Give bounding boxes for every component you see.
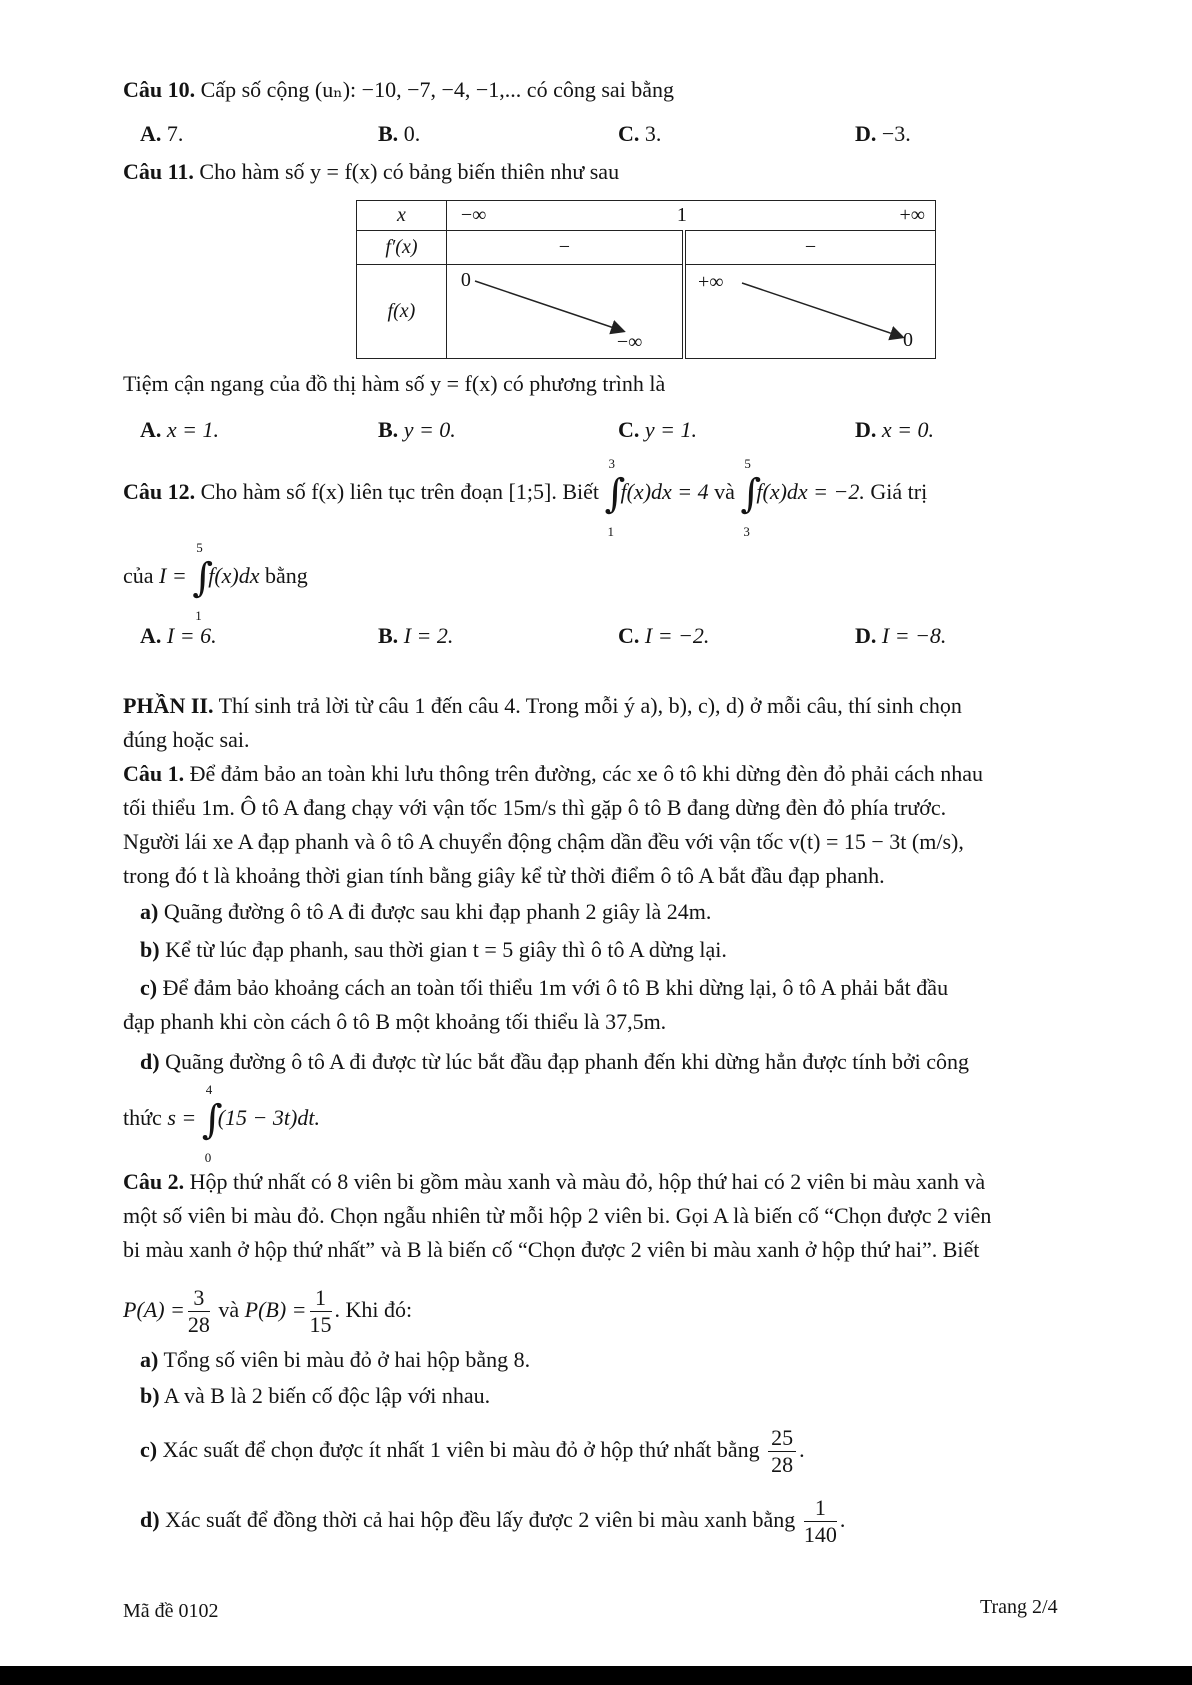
c1-stem-line1: Câu 1. Để đảm bảo an toàn khi lưu thông trên đường, các xe ô tô khi dừng đèn đỏ phải cách nhau xyxy=(123,761,983,786)
q12-option-a: A. I = 6. xyxy=(140,623,217,648)
part2-intro-line2: đúng hoặc sai. xyxy=(123,727,250,752)
c2d-fraction: $\frac{1}{140}$ xyxy=(803,1495,837,1548)
c1-stem-line4: trong đó t là khoảng thời gian tính bằng giây kể từ thời điểm ô tô A bắt đầu đạp phanh. xyxy=(123,863,885,888)
c1-item-c-line2: đạp phanh khi còn cách ô tô B một khoảng tối thiểu là 37,5m. xyxy=(123,1009,667,1034)
pa-fraction: $\frac{3}{28}$ xyxy=(187,1285,210,1338)
q11-option-d: D. x = 0. xyxy=(855,417,935,442)
q11-question: Tiệm cận ngang của đồ thị hàm số y = f(x) có phương trình là xyxy=(123,371,666,396)
vt-decrease-arrow-1 xyxy=(447,265,683,359)
c1-item-d-formula: thức s = ∫ 4 0 (15 − 3t)dt. xyxy=(123,1081,320,1165)
q12-integral-2: ∫ 5 3 xyxy=(740,455,762,539)
q10-option-a: A. 7. xyxy=(140,121,184,146)
c1-item-b: b) Kể từ lúc đạp phanh, sau thời gian t = 5 giây thì ô tô A dừng lại. xyxy=(140,937,727,962)
q12-stem: Câu 12. Cho hàm số f(x) liên tục trên đoạn [1;5]. Biết ∫ 3 1 f(x)dx = 4 và ∫ 5 3 f(x)dx = −2. Giá trị xyxy=(123,455,928,539)
q10-option-b: B. 0. xyxy=(378,121,421,146)
q10-option-d: D. −3. xyxy=(855,121,911,146)
c1-label: Câu 1. xyxy=(123,761,185,786)
vt-f-zero-left: 0 xyxy=(460,269,471,291)
pb-fraction: $\frac{1}{15}$ xyxy=(309,1285,332,1338)
q12-option-c: C. I = −2. xyxy=(618,623,710,648)
q10-text: Cấp số cộng (uₙ): −10, −7, −4, −1,... có công sai bằng xyxy=(200,77,675,102)
vt-x-pos-inf: +∞ xyxy=(899,204,925,226)
c1-integral: ∫ 4 0 xyxy=(201,1081,223,1165)
c2-item-a: a) Tổng số viên bi màu đỏ ở hai hộp bằng 8. xyxy=(140,1347,531,1372)
c1-stem-line3: Người lái xe A đạp phanh và ô tô A chuyển động chậm dần đều với vận tốc v(t) = 15 − 3t (m/s), xyxy=(123,829,964,854)
c1-item-a: a) Quãng đường ô tô A đi được sau khi đạp phanh 2 giây là 24m. xyxy=(140,899,712,924)
part2-intro: PHẦN II. Thí sinh trả lời từ câu 1 đến câu 4. Trong mỗi ý a), b), c), d) ở mỗi câu, thí sinh chọn xyxy=(123,693,962,718)
q12-option-d: D. I = −8. xyxy=(855,623,947,648)
q12-integral-3: ∫ 5 1 xyxy=(192,539,214,623)
c2c-fraction: $\frac{25}{28}$ xyxy=(768,1425,796,1478)
q10-label: Câu 10. xyxy=(123,77,196,102)
variation-table xyxy=(356,200,936,359)
vt-f-right xyxy=(684,265,936,359)
vt-x-label: x xyxy=(357,201,447,231)
q12-integral-1: ∫ 3 1 xyxy=(604,455,626,539)
c1-item-d: d) Quãng đường ô tô A đi được từ lúc bắt đầu đạp phanh đến khi dừng hẳn được tính bởi công xyxy=(140,1049,969,1074)
vt-fprime-label: f′(x) xyxy=(357,231,447,265)
q11-option-b: B. y = 0. xyxy=(378,417,456,442)
q10-option-c: C. 3. xyxy=(618,121,662,146)
exam-code: Mã đề 0102 xyxy=(123,1600,219,1622)
vt-decrease-arrow-2 xyxy=(686,265,938,359)
vt-x-one: 1 xyxy=(676,204,687,226)
vt-f-zero-right: 0 xyxy=(903,329,913,351)
c2-item-c: c) Xác suất để chọn được ít nhất 1 viên bi màu đỏ ở hộp thứ nhất bằng $\frac{25}{28}$ . xyxy=(140,1425,805,1478)
vt-f-neg-inf: −∞ xyxy=(616,331,643,353)
page-number: Trang 2/4 xyxy=(980,1596,1058,1618)
c2-stem-line2: một số viên bi màu đỏ. Chọn ngẫu nhiên từ mỗi hộp 2 viên bi. Gọi A là biến cố “Chọn được 2 viên xyxy=(123,1203,992,1228)
q12-label: Câu 12. xyxy=(123,479,196,504)
vt-f-pos-inf: +∞ xyxy=(697,271,724,293)
q11-label: Câu 11. xyxy=(123,159,194,184)
q11-stem xyxy=(123,158,619,186)
part2-heading: PHẦN II. xyxy=(123,693,214,718)
bottom-black-bar xyxy=(0,1666,1192,1685)
vt-fprime-sign-1: − xyxy=(446,231,684,265)
vt-fprime-sign-2: − xyxy=(684,231,936,265)
vt-x-row xyxy=(446,201,935,231)
c2-item-b: b) A và B là 2 biến cố độc lập với nhau. xyxy=(140,1383,491,1408)
vt-x-neg-inf: −∞ xyxy=(460,204,487,226)
vt-f-label: f(x) xyxy=(357,265,447,359)
c2-stem-line3: bi màu xanh ở hộp thứ nhất” và B là biến cố “Chọn được 2 viên bi màu xanh ở hộp thứ hai”. Biết xyxy=(123,1237,980,1262)
c2-probabilities: P(A) = $\frac{3}{28}$ và P(B) = $\frac{1}{15}$ . Khi đó: xyxy=(123,1285,413,1338)
c1-item-c: c) Để đảm bảo khoảng cách an toàn tối thiểu 1m với ô tô B khi dừng lại, ô tô A phải bắt đầu xyxy=(140,975,949,1000)
q11-text: Cho hàm số y = f(x) có bảng biến thiên như sau xyxy=(199,159,620,184)
q12-stem-line2: của I = ∫ 5 1 f(x)dx bằng xyxy=(123,539,308,623)
c2-item-d: d) Xác suất để đồng thời cả hai hộp đều lấy được 2 viên bi màu xanh bằng $\frac{1}{140}$ . xyxy=(140,1495,846,1548)
vt-f-left xyxy=(446,265,684,359)
c1-stem-line2: tối thiểu 1m. Ô tô A đang chạy với vận tốc 15m/s thì gặp ô tô B đang dừng đèn đỏ phía trước. xyxy=(123,795,947,820)
q10-stem xyxy=(123,76,674,104)
q11-option-a: A. x = 1. xyxy=(140,417,220,442)
q11-option-c: C. y = 1. xyxy=(618,417,698,442)
c2-stem-line1: Câu 2. Hộp thứ nhất có 8 viên bi gồm màu xanh và màu đỏ, hộp thứ hai có 2 viên bi màu xanh và xyxy=(123,1169,986,1194)
q12-option-b: B. I = 2. xyxy=(378,623,454,648)
c2-label: Câu 2. xyxy=(123,1169,185,1194)
